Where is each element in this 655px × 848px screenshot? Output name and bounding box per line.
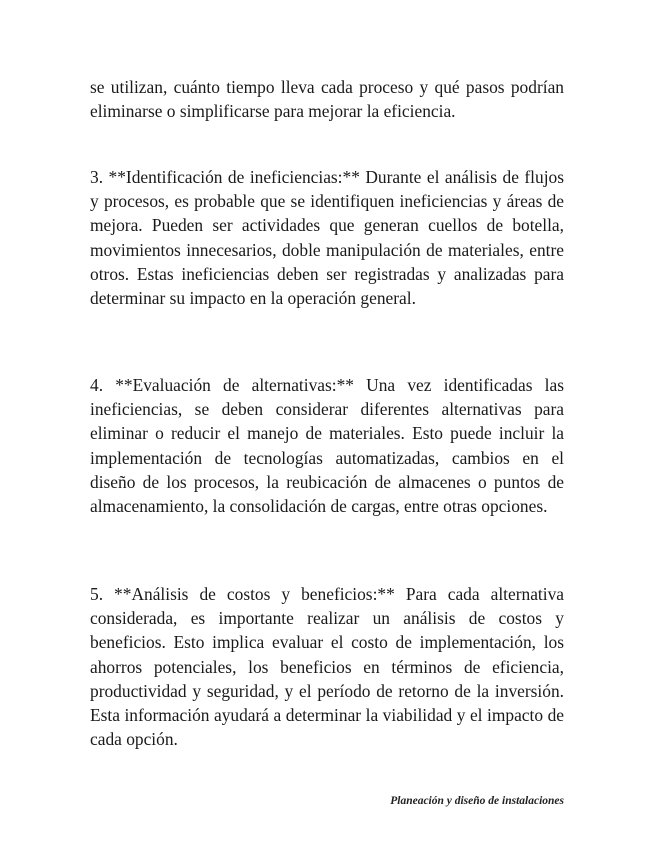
paragraph-continuation: se utilizan, cuánto tiempo lleva cada proceso y qué pasos podrían eliminarse o simplificarse para mejorar la eficiencia. bbox=[90, 77, 564, 122]
paragraph-analisis-costos-beneficios: 5. **Análisis de costos y beneficios:** Para cada alternativa considerada, es importante realizar un análisis de costos y beneficios. Esto implica evaluar el costo de implementación, los ahorros potenciales, los beneficios en términos de eficiencia, productividad y seguridad, y el período de retorno de la inversión. Esta información ayudará a determinar la viabilidad y el impacto de cada opción. bbox=[90, 584, 564, 750]
paragraph-evaluacion-alternativas: 4. **Evaluación de alternativas:** Una vez identificadas las ineficiencias, se deben considerar diferentes alternativas para eliminar o reducir el manejo de materiales. Esto puede incluir la implementación de tecnologías automatizadas, cambios en el diseño de los procesos, la reubicación de almacenes o puntos de almacenamiento, la consolidación de cargas, entre otras opciones. bbox=[90, 375, 564, 517]
page-footer: Planeación y diseño de instalaciones bbox=[390, 795, 564, 807]
paragraph-identificacion-ineficiencias: 3. **Identificación de ineficiencias:** Durante el análisis de flujos y procesos, es probable que se identifiquen ineficiencias y áreas de mejora. Pueden ser actividades que generan cuellos de botella, movimientos innecesarios, doble manipulación de materiales, entre otros. Estas ineficiencias deben ser registradas y analizadas para determinar su impacto en la operación general. bbox=[90, 167, 564, 309]
